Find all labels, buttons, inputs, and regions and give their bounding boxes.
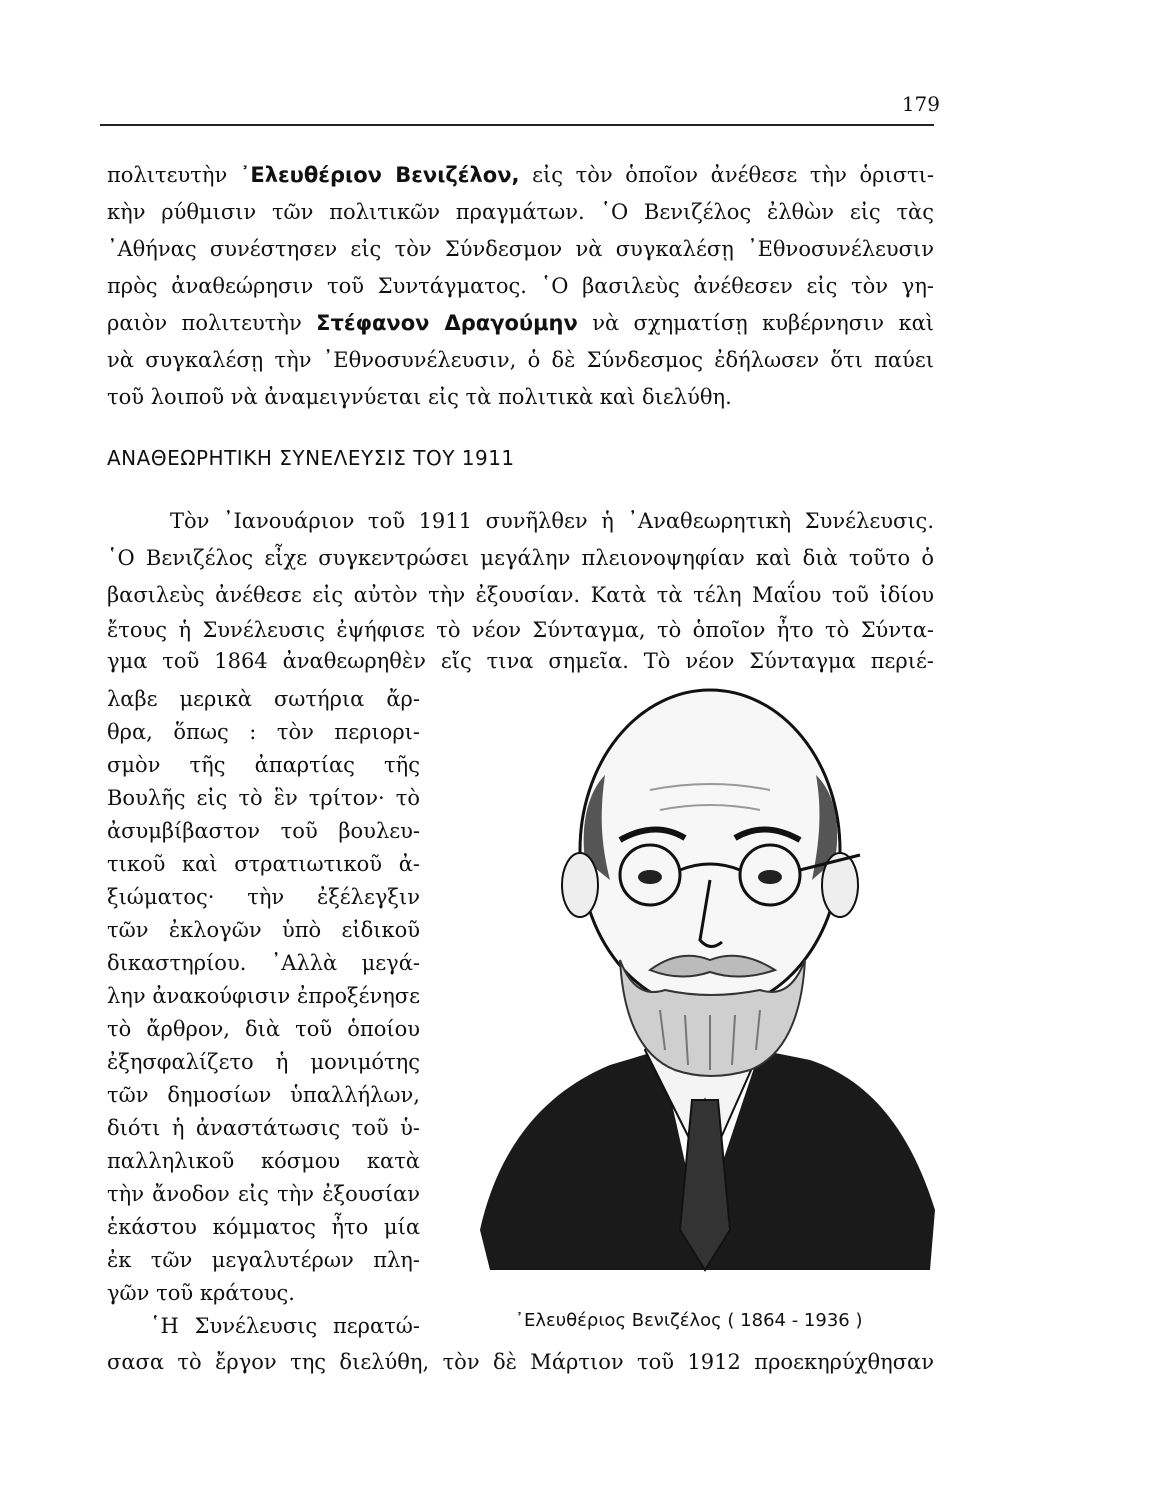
column-line: παλληλικοῦ κόσμου κατὰ [107, 1149, 420, 1173]
column-line: τὴν ἄνοδον εἰς τὴν ἐξουσίαν [107, 1182, 420, 1206]
bold-name: Στέφανον Δραγούμην [316, 311, 578, 335]
header-rule [100, 124, 934, 126]
ear-left [562, 853, 598, 917]
body-text: ραιὸν πολιτευτὴν [107, 311, 317, 335]
column-line: τικοῦ καὶ στρατιωτικοῦ ἀ- [107, 852, 420, 876]
eye-left [638, 870, 662, 884]
body-line: βασιλεὺς ἀνέθεσε εἰς αὐτὸν τὴν ἐξουσίαν. Κατὰ τὰ τέλη Μαΐου τοῦ ἰδίου [107, 583, 934, 607]
body-text: πολιτευτὴν [107, 163, 240, 187]
column-line: ῾Η Συνέλευσις περατώ- [150, 1314, 420, 1338]
body-text: νὰ σχηματίσῃ κυβέρνησιν καὶ [577, 311, 934, 335]
column-line: τῶν ἐκλογῶν ὑπὸ εἰδικοῦ [107, 918, 420, 942]
body-line [107, 158, 934, 192]
body-line: ᾿Αθήνας συνέστησεν εἰς τὸν Σύνδεσμον νὰ συγκαλέσῃ ᾿Εθνοσυνέλευσιν [107, 237, 934, 261]
eye-right [758, 870, 782, 884]
column-line: ἑκάστου κόμματος ἦτο μία [107, 1215, 420, 1239]
body-text: εἰς τὸν ὁποῖον ἀνέθεσε τὴν ὁριστι- [519, 163, 934, 187]
body-line: Τὸν ᾿Ιανουάριον τοῦ 1911 συνῆλθεν ἡ ᾿Αναθεωρητικὴ Συνέλευσις. [170, 509, 934, 533]
body-line: γμα τοῦ 1864 ἀναθεωρηθὲν εἴς τινα σημεῖα. Τὸ νέον Σύνταγμα περιέ- [107, 649, 934, 673]
body-line: πρὸς ἀναθεώρησιν τοῦ Συντάγματος. ῾Ο βασιλεὺς ἀνέθεσεν εἰς τὸν γη- [107, 274, 934, 298]
column-line: ἐκ τῶν μεγαλυτέρων πλη- [107, 1248, 420, 1272]
column-line: δικαστηρίου. ᾿Αλλὰ μεγά- [107, 951, 420, 975]
column-line: Βουλῆς εἰς τὸ ἓν τρίτον· τὸ [107, 786, 420, 810]
column-line: γῶν τοῦ κράτους. [107, 1281, 295, 1305]
body-line [107, 306, 934, 340]
body-line: κὴν ρύθμισιν τῶν πολιτικῶν πραγμάτων. ῾Ο Βενιζέλος ἐλθὼν εἰς τὰς [107, 200, 934, 224]
bold-name: ᾿Ελευθέριον Βενιζέλον, [239, 163, 520, 187]
body-line: ῾Ο Βενιζέλος εἶχε συγκεντρώσει μεγάλην πλειονοψηφίαν καὶ διὰ τοῦτο ὁ [107, 546, 934, 570]
portrait-illustration [460, 670, 940, 1310]
body-line: σασα τὸ ἔργον της διελύθη, τὸν δὲ Μάρτιον τοῦ 1912 προεκηρύχθησαν [107, 1350, 934, 1374]
column-line: ξιώματος· τὴν ἐξέλεγξιν [107, 885, 420, 909]
body-line: νὰ συγκαλέσῃ τὴν ᾿Εθνοσυνέλευσιν, ὁ δὲ Σύνδεσμος ἐδήλωσεν ὅτι παύει [107, 348, 934, 372]
body-line: τοῦ λοιποῦ νὰ ἀναμειγνύεται εἰς τὰ πολιτικὰ καὶ διελύθη. [107, 385, 732, 409]
column-line: ἐξησφαλίζετο ἡ μονιμότης [107, 1050, 420, 1074]
column-line: θρα, ὅπως : τὸν περιορι- [107, 720, 420, 744]
body-line: ἔτους ἡ Συνέλευσις ἐψήφισε τὸ νέον Σύνταγμα, τὸ ὁποῖον ἦτο τὸ Σύντα- [107, 618, 934, 642]
column-line: λην ἀνακούφισιν ἐπροξένησε [107, 984, 421, 1008]
column-line: σμὸν τῆς ἀπαρτίας τῆς [107, 753, 420, 777]
column-line: διότι ἡ ἀναστάτωσις τοῦ ὑ- [107, 1116, 420, 1140]
page-number: 179 [901, 92, 940, 116]
column-line: τὸ ἄρθρον, διὰ τοῦ ὁποίου [107, 1017, 420, 1041]
column-line: λαβε μερικὰ σωτήρια ἄρ- [107, 687, 420, 711]
column-line: ἀσυμβίβαστον τοῦ βουλευ- [107, 819, 420, 843]
column-line: τῶν δημοσίων ὑπαλλήλων, [107, 1083, 420, 1107]
section-heading: ΑΝΑΘΕΩΡΗΤΙΚΗ ΣΥΝΕΛΕΥΣΙΣ ΤΟΥ 1911 [107, 446, 515, 470]
portrait-caption: ᾿Ελευθέριος Βενιζέλος ( 1864 - 1936 ) [515, 1310, 863, 1331]
